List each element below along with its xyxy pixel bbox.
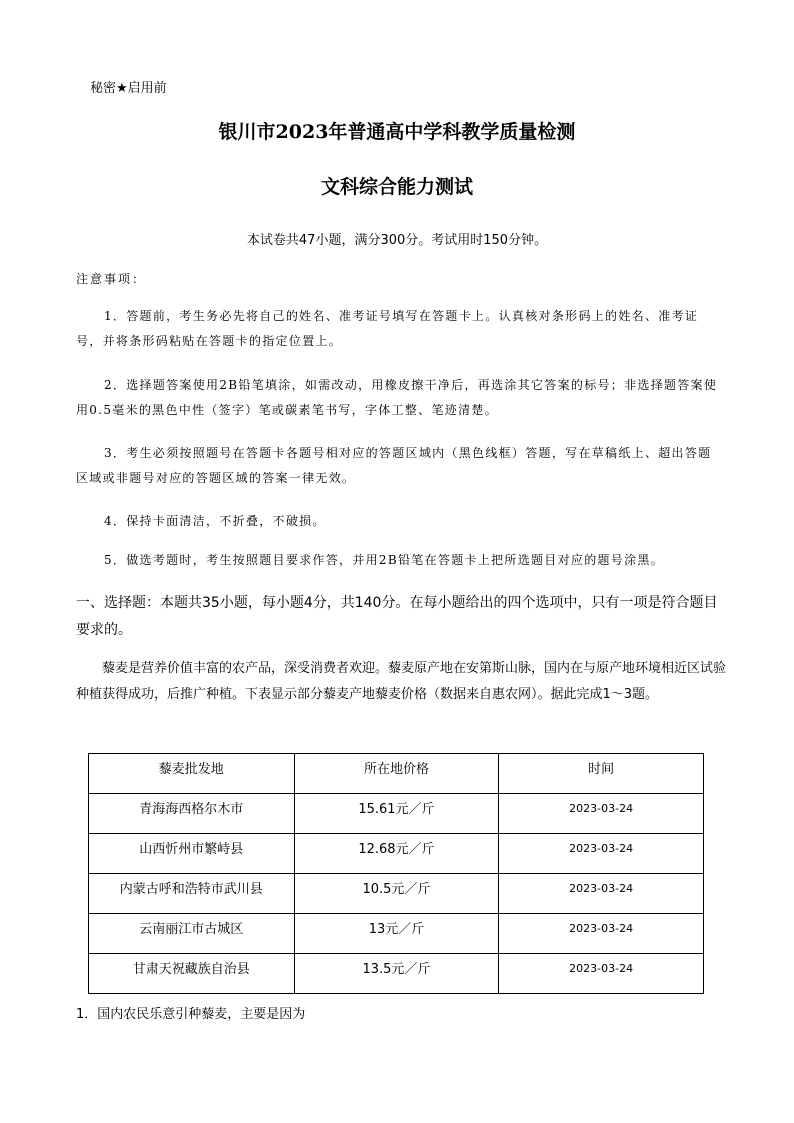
table-row [89,874,704,914]
table-cell: 13元／斤 [294,914,499,954]
table-cell: 13.5元／斤 [294,954,499,994]
table-cell: 2023-03-24 [499,834,704,874]
table-cell: 2023-03-24 [499,954,704,994]
column-header: 时间 [499,754,704,794]
table-row [89,954,704,994]
notice-item: 4．保持卡面清洁，不折叠，不破损。 [104,514,326,528]
column-header: 所在地价格 [294,754,499,794]
exam-subtitle: 文科综合能力测试 [320,176,473,198]
table-cell: 15.61元／斤 [294,794,499,834]
table-row [89,914,704,954]
exam-title: 银川市2023年普通高中学科教学质量检测 [218,121,576,143]
exam-info: 本试卷共47小题，满分300分。考试用时150分钟。 [246,233,548,248]
table-row [89,794,704,834]
table-row [89,834,704,874]
table-cell: 2023-03-24 [499,874,704,914]
table-cell: 内蒙古呼和浩特市武川县 [89,874,295,914]
notice-item: 2．选择题答案使用2B铅笔填涂，如需改动，用橡皮擦干净后，再选涂其它答案的标号；非选择题答案使用0.5毫米的黑色中性（签字）笔或碳素笔书写，字体工整、笔迹清楚。 [76,378,718,417]
table-cell: 2023-03-24 [499,794,704,834]
question-1: 1．国内农民乐意引种藜麦，主要是因为 [76,1007,306,1022]
notice-item: 5．做选考题时，考生按照题目要求作答，并用2B铅笔在答题卡上把所选题目对应的题号涂黑。 [104,553,664,567]
price-table [88,753,704,994]
confidential-label: 秘密★启用前 [90,81,167,96]
table-cell: 2023-03-24 [499,914,704,954]
table-cell: 云南丽江市古城区 [89,914,295,954]
table-header-row [89,754,704,794]
passage-text: 藜麦是营养价值丰富的农产品，深受消费者欢迎。藜麦原产地在安第斯山脉，国内在与原产地环境相近区试验种植获得成功，后推广种植。下表显示部分藜麦产地藜麦价格（数据来自惠农网）。据此完成1～3题。 [76,661,727,702]
table-cell: 12.68元／斤 [294,834,499,874]
table-cell: 10.5元／斤 [294,874,499,914]
section-heading: 一、选择题：本题共35小题，每小题4分，共140分。在每小题给出的四个选项中，只有一项是符合题目要求的。 [76,595,718,638]
notice-heading: 注意事项： [76,272,147,286]
notice-item: 3．考生必须按照题号在答题卡各题号相对应的答题区域内（黑色线框）答题，写在草稿纸上、超出答题区域或非题号对应的答题区域的答案一律无效。 [76,446,712,485]
column-header: 藜麦批发地 [89,754,295,794]
table-cell: 青海海西格尔木市 [89,794,295,834]
table-cell: 山西忻州市繁峙县 [89,834,295,874]
table-cell: 甘肃天祝藏族自治县 [89,954,295,994]
notice-item: 1．答题前，考生务必先将自己的姓名、准考证号填写在答题卡上。认真核对条形码上的姓名、准考证号，并将条形码粘贴在答题卡的指定位置上。 [76,309,699,348]
